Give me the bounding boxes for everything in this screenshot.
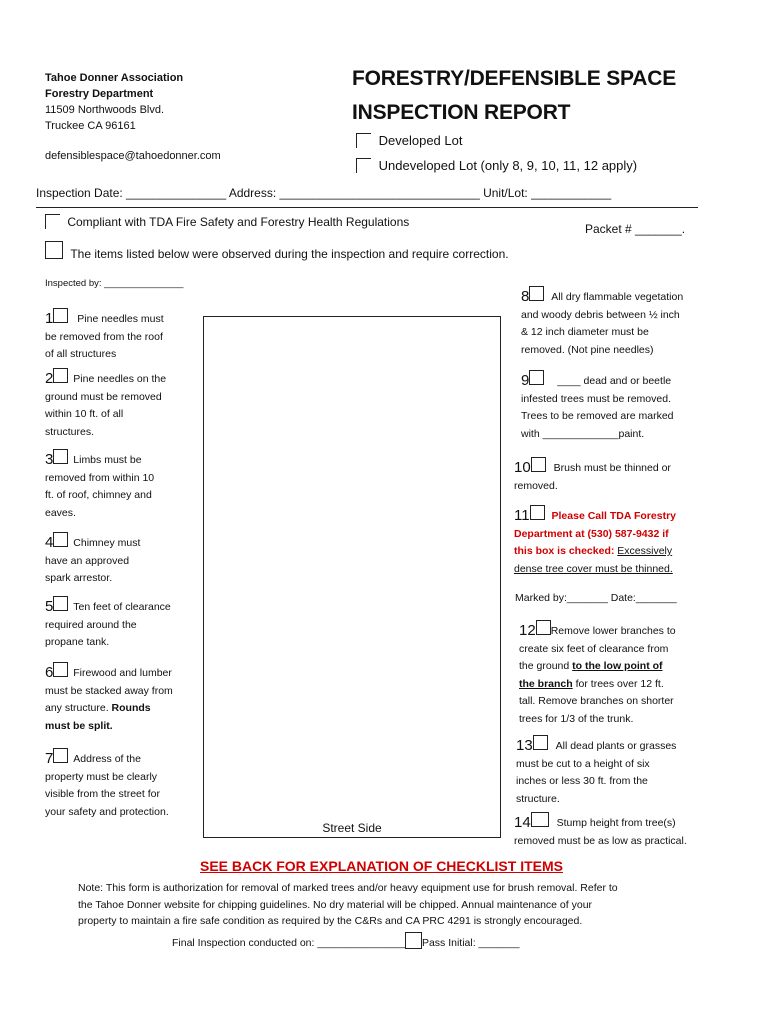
compliant-label: Compliant with TDA Fire Safety and Forestry Health Regulations: [67, 215, 410, 229]
inspected-by-line[interactable]: Inspected by: _______________: [45, 278, 184, 289]
item-3-line: removed from within 10: [45, 471, 155, 484]
item-4-checkbox[interactable]: [53, 532, 68, 547]
item-3-checkbox[interactable]: [53, 449, 68, 464]
item-6-line: any structure.: [45, 702, 109, 714]
item-2-line: Pine needles on the: [73, 373, 167, 385]
item-13-checkbox[interactable]: [533, 735, 548, 750]
item-5-number: 5: [45, 598, 54, 615]
item-13-number: 13: [516, 737, 533, 754]
item-8-line: All dry flammable vegetation: [551, 291, 684, 303]
item-5-line: Ten feet of clearance: [73, 601, 171, 613]
item-2-number: 2: [45, 370, 54, 387]
item-6-number: 6: [45, 664, 54, 681]
item-11-line: Excessively: [617, 545, 673, 557]
item-7-line: your safety and protection.: [45, 805, 169, 818]
item-6-line: must be split.: [45, 719, 113, 732]
developed-lot-option[interactable]: [356, 133, 462, 148]
authorization-note: [78, 880, 618, 930]
items-observed-label: The items listed below were observed during the inspection and require correction.: [70, 247, 509, 261]
item-9-line: ____ dead and or beetle: [557, 375, 672, 387]
street-side-label: Street Side: [322, 821, 382, 835]
item-5-line: required around the: [45, 618, 137, 631]
item-1-number: 1: [45, 310, 54, 327]
pass-checkbox[interactable]: [405, 932, 422, 949]
item-7-number: 7: [45, 750, 54, 767]
item-11-checkbox[interactable]: [530, 505, 545, 520]
item-9-line: Trees to be removed are marked: [521, 410, 674, 422]
item-5-line: propane tank.: [45, 636, 110, 648]
org-dept: Forestry Department: [45, 88, 154, 100]
item-12-line: for trees over 12 ft.: [575, 677, 664, 690]
item-9-line: infested trees must be removed.: [521, 392, 671, 405]
item-3-number: 3: [45, 451, 54, 468]
final-inspection-date[interactable]: Final Inspection conducted on: _______________: [172, 937, 405, 949]
item-13-line: structure.: [516, 792, 560, 805]
item-3[interactable]: [45, 449, 154, 522]
item-12-line: tall. Remove branches on shorter: [519, 695, 674, 707]
item-12-checkbox[interactable]: [536, 620, 551, 635]
item-2-line: within 10 ft. of all: [45, 408, 124, 420]
note-line: Note: This form is authorization for removal of marked trees and/or heavy equipment use for brush removal. Refer to: [78, 882, 618, 894]
item-10-line: removed.: [514, 479, 558, 492]
item-14-line: Stump height from tree(s): [556, 817, 676, 829]
item-9-checkbox[interactable]: [529, 370, 544, 385]
item-10-line: Brush must be thinned or: [553, 462, 671, 474]
undeveloped-lot-label: Undeveloped Lot (only 8, 9, 10, 11, 12 apply): [378, 158, 638, 173]
item-6[interactable]: [45, 662, 173, 735]
inspection-info-line[interactable]: Inspection Date: _______________ Address: ______________________________ Unit/Lot: ____________: [36, 186, 612, 200]
item-14-number: 14: [514, 814, 531, 831]
item-7-line: visible from the street for: [45, 788, 160, 800]
item-1[interactable]: [45, 308, 164, 364]
item-13-line: must be cut to a height of six: [516, 757, 650, 770]
item-7-line: property must be clearly: [45, 770, 158, 783]
item-8-number: 8: [521, 288, 530, 305]
form-title-line1: FORESTRY/DEFENSIBLE SPACE: [352, 67, 677, 90]
final-inspection-row[interactable]: [172, 932, 519, 949]
item-12-line: the ground: [519, 660, 570, 672]
item-13[interactable]: [516, 735, 676, 808]
item-11-marked-by[interactable]: Marked by:_______ Date:_______: [515, 592, 677, 604]
item-2-line: ground must be removed: [45, 390, 162, 403]
item-5-checkbox[interactable]: [53, 596, 68, 611]
item-9[interactable]: [521, 370, 674, 443]
item-7-checkbox[interactable]: [53, 748, 68, 763]
developed-lot-label: Developed Lot: [378, 133, 463, 148]
developed-lot-checkbox[interactable]: [356, 133, 371, 148]
form-title: [352, 62, 676, 130]
item-14-line: removed must be as low as practical.: [514, 834, 687, 847]
item-8-checkbox[interactable]: [529, 286, 544, 301]
org-name: Tahoe Donner Association: [45, 72, 184, 84]
item-4-line: spark arrestor.: [45, 572, 113, 584]
item-12-line: create six feet of clearance from: [519, 642, 669, 655]
item-10-checkbox[interactable]: [531, 457, 546, 472]
header-divider: [36, 207, 698, 208]
item-3-line: ft. of roof, chimney and: [45, 489, 152, 501]
item-4-number: 4: [45, 534, 54, 551]
item-11[interactable]: [514, 505, 676, 578]
item-9-number: 9: [521, 372, 530, 389]
undeveloped-lot-checkbox[interactable]: [356, 158, 371, 173]
note-line: the Tahoe Donner website for chipping guidelines. No dry material will be chipped. Annual maintenance of your: [78, 898, 593, 911]
item-11-line: this box is checked:: [514, 545, 615, 557]
item-4[interactable]: [45, 532, 140, 588]
item-7-line: Address of the: [73, 753, 141, 765]
item-13-line: All dead plants or grasses: [555, 740, 677, 752]
item-6-checkbox[interactable]: [53, 662, 68, 677]
item-11-line: Please Call TDA Forestry: [551, 510, 676, 522]
item-1-line: of all structures: [45, 348, 117, 360]
item-11-number: 11: [514, 507, 530, 524]
pass-initial[interactable]: Pass Initial: _______: [421, 937, 520, 949]
packet-number[interactable]: Packet # _______.: [585, 222, 686, 236]
item-4-line: Chimney must: [73, 537, 141, 549]
item-11-line: dense tree cover must be thinned.: [514, 562, 673, 575]
form-title-line2: INSPECTION REPORT: [352, 101, 571, 124]
see-back-heading: SEE BACK FOR EXPLANATION OF CHECKLIST ITEMS: [200, 858, 563, 874]
item-6-line: Rounds: [111, 702, 151, 714]
item-2-checkbox[interactable]: [53, 368, 68, 383]
sketch-area[interactable]: [203, 316, 501, 838]
org-email: defensiblespace@tahoedonner.com: [45, 150, 221, 162]
item-8-line: & 12 inch diameter must be: [521, 326, 649, 338]
item-1-line: Pine needles must: [77, 313, 164, 325]
item-2-line: structures.: [45, 425, 95, 438]
item-12-line: the branch: [519, 677, 573, 690]
item-3-line: Limbs must be: [73, 454, 142, 466]
org-block: [45, 70, 183, 134]
item-3-line: eaves.: [45, 506, 76, 519]
items-observed-option[interactable]: [45, 241, 509, 261]
items-observed-checkbox[interactable]: [45, 241, 63, 259]
item-14-checkbox[interactable]: [531, 812, 549, 827]
item-4-line: have an approved: [45, 554, 130, 567]
item-6-line: Firewood and lumber: [73, 667, 172, 679]
org-city: Truckee CA 96161: [45, 120, 136, 132]
undeveloped-lot-option[interactable]: [356, 158, 637, 173]
item-1-checkbox[interactable]: [53, 308, 68, 323]
item-12-line: to the low point of: [572, 660, 663, 672]
item-12-number: 12: [519, 622, 536, 639]
item-9-line: with _____________paint.: [521, 427, 645, 440]
item-8[interactable]: [521, 286, 683, 359]
item-12-line: Remove lower branches to: [550, 625, 676, 637]
item-6-line: must be stacked away from: [45, 684, 173, 697]
item-14[interactable]: [514, 812, 687, 850]
item-8-line: removed. (Not pine needles): [521, 343, 654, 356]
item-10[interactable]: [514, 457, 671, 495]
item-12-line: trees for 1/3 of the trunk.: [519, 712, 634, 725]
compliant-option[interactable]: [45, 214, 409, 229]
item-5[interactable]: [45, 596, 171, 652]
item-11-line: Department at (530) 587-9432 if: [514, 527, 669, 540]
item-2[interactable]: [45, 368, 166, 441]
org-street: 11509 Northwoods Blvd.: [45, 104, 165, 116]
item-7[interactable]: [45, 748, 169, 821]
item-1-line: be removed from the roof: [45, 330, 163, 343]
item-10-number: 10: [514, 459, 531, 476]
item-13-line: inches or less 30 ft. from the: [516, 775, 648, 787]
item-8-line: and woody debris between ½ inch: [521, 308, 680, 321]
note-line: property to maintain a fire safe condition as required by the C&Rs and CA PRC 4291 is strongly encouraged.: [78, 915, 583, 927]
item-12[interactable]: [519, 620, 676, 728]
compliant-checkbox[interactable]: [45, 214, 60, 229]
